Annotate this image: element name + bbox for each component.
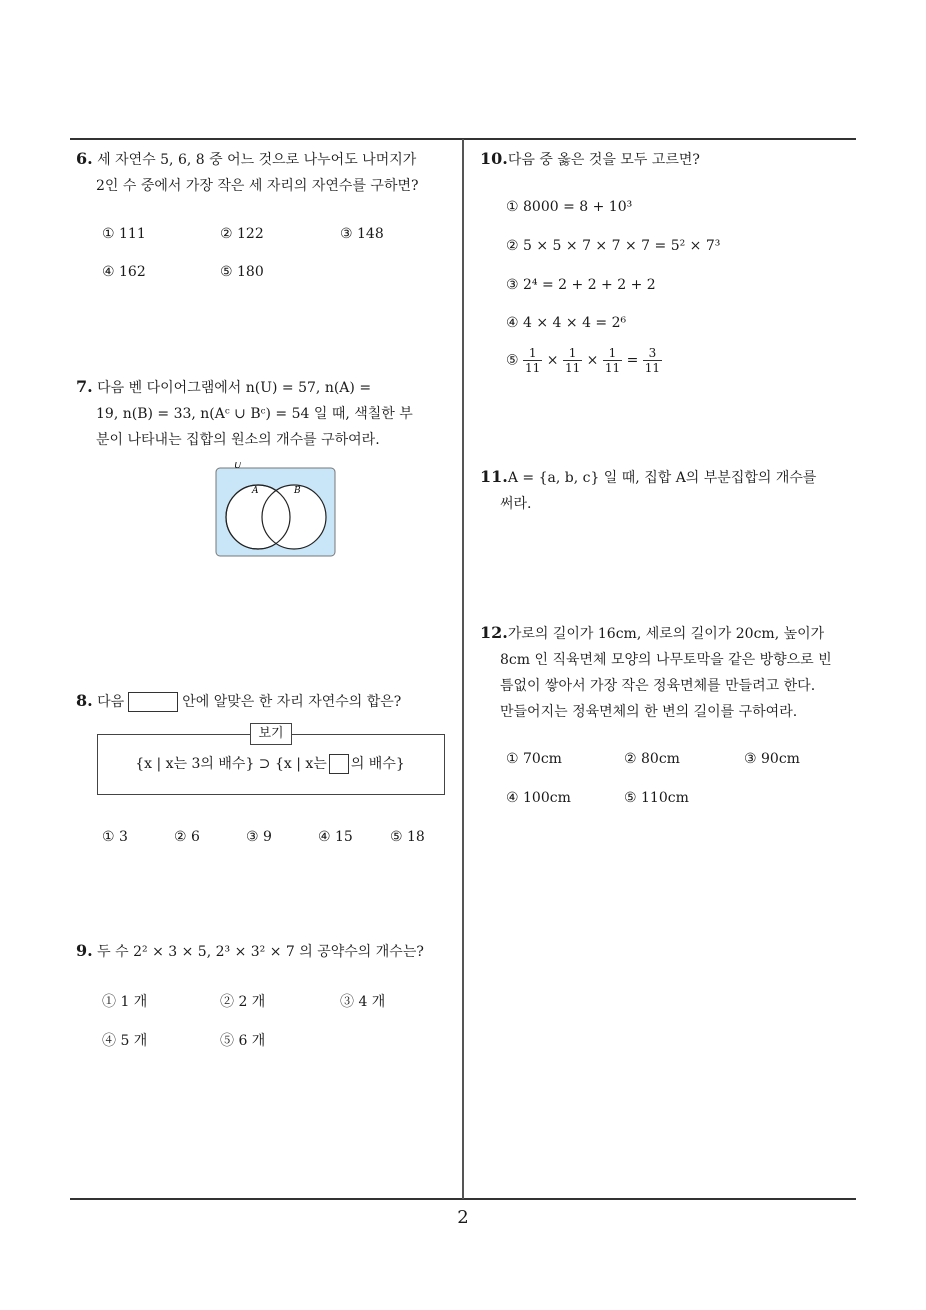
choice-2[interactable]: ② 6 [174, 829, 200, 845]
question-10 [480, 146, 860, 173]
column-divider [462, 139, 464, 1199]
question-6 [76, 146, 460, 199]
choice-2[interactable]: ② 2 개 [220, 994, 266, 1010]
choice-3[interactable]: ③ 90cm [744, 751, 800, 767]
question-number: 6. [76, 149, 93, 168]
example-box-title: 보기 [250, 723, 292, 745]
choice-4[interactable]: ④ 100cm [506, 790, 571, 806]
question-text: 틈없이 쌓아서 가장 작은 정육면체를 만들려고 한다. [500, 678, 816, 694]
question-text: 세 자연수 5, 6, 8 중 어느 것으로 나누어도 나머지가 [97, 152, 417, 168]
question-text: 안에 알맞은 한 자리 자연수의 합은? [182, 694, 402, 710]
choice-5[interactable]: ⑤ 110cm [624, 790, 689, 806]
example-text: 의 배수} [350, 756, 405, 772]
question-9 [76, 938, 460, 965]
fraction: $\frac{1}{11}$ [604, 346, 621, 375]
answer-blank [128, 692, 178, 712]
question-number: 8. [76, 691, 93, 710]
choice-1[interactable]: ① 70cm [506, 751, 562, 767]
question-text: 써라. [500, 496, 532, 512]
question-text: 19, n(B) = 33, n(Aᶜ ∪ Bᶜ) = 54 일 때, 색칠한 부 [96, 406, 413, 422]
question-text: A = {a, b, c} 일 때, 집합 A의 부분집합의 개수를 [507, 470, 817, 486]
question-number: 9. [76, 941, 93, 960]
question-text: 다음 [97, 694, 125, 710]
question-8 [76, 688, 460, 715]
inline-blank [329, 754, 349, 774]
choice-1[interactable]: ① 3 [102, 829, 128, 845]
question-7 [76, 374, 460, 453]
question-text: 8cm 인 직육면체 모양의 나무토막을 같은 방향으로 빈 [500, 652, 832, 668]
choice-2[interactable]: ② 122 [220, 226, 264, 242]
choice-5[interactable]: ⑤ 6 개 [220, 1033, 266, 1049]
choice-mark: ⑤ [506, 352, 519, 369]
question-12 [480, 620, 860, 725]
choice-4[interactable]: ④ 15 [318, 829, 353, 845]
choice-1[interactable]: ① 8000 = 8 + 10³ [506, 199, 633, 215]
choice-5[interactable]: ⑤ 18 [390, 829, 425, 845]
fraction: $\frac{3}{11}$ [644, 346, 661, 375]
fraction: $\frac{1}{11}$ [525, 346, 541, 375]
choice-4[interactable]: ④ 162 [102, 264, 146, 280]
choice-3[interactable]: ③ 9 [246, 829, 272, 845]
question-text: 두 수 2² × 3 × 5, 2³ × 3² × 7 의 공약수의 개수는? [97, 944, 424, 960]
choice-4[interactable]: ④ 4 × 4 × 4 = 2⁶ [506, 315, 627, 331]
choice-1[interactable]: ① 111 [102, 226, 146, 242]
venn-diagram [214, 462, 338, 560]
page-number: 2 [457, 1207, 469, 1228]
question-text: 가로의 길이가 16cm, 세로의 길이가 20cm, 높이가 [507, 626, 825, 642]
choice-3[interactable]: ③ 2⁴ = 2 + 2 + 2 + 2 [506, 277, 656, 293]
fraction: $\frac{1}{11}$ [564, 346, 581, 375]
choice-3[interactable]: ③ 148 [340, 226, 384, 242]
label-u: U [234, 462, 242, 471]
choice-2[interactable]: ② 5 × 5 × 7 × 7 × 7 = 5² × 7³ [506, 238, 721, 254]
question-text: 다음 벤 다이어그램에서 n(U) = 57, n(A) = [97, 380, 372, 396]
choice-2[interactable]: ② 80cm [624, 751, 680, 767]
choice-5[interactable]: ⑤ 180 [220, 264, 264, 280]
question-text: 분이 나타내는 집합의 원소의 개수를 구하여라. [96, 432, 380, 448]
question-text: 만들어지는 정육면체의 한 변의 길이를 구하여라. [500, 704, 798, 720]
example-text: {x | x는 3의 배수} ⊃ {x | x는 [135, 756, 327, 772]
question-number: 7. [76, 377, 93, 396]
question-number: 10. [480, 149, 508, 168]
choice-5[interactable]: ⑤ $\frac{1}{11}$ × $\frac{1}{11}$ × $\frac{1}{11}$ = $\frac{3}{11}$ [506, 346, 661, 375]
choice-1[interactable]: ① 1 개 [102, 994, 148, 1010]
label-a: A [252, 486, 259, 496]
question-text: 다음 중 옳은 것을 모두 고르면? [507, 152, 700, 168]
question-number: 12. [480, 623, 508, 642]
example-box-content [97, 752, 443, 776]
question-text: 2인 수 중에서 가장 작은 세 자리의 자연수를 구하면? [96, 178, 419, 194]
question-number: 11. [480, 467, 508, 486]
question-11 [480, 464, 860, 517]
label-b: B [294, 486, 301, 496]
choice-4[interactable]: ④ 5 개 [102, 1033, 148, 1049]
choice-3[interactable]: ③ 4 개 [340, 994, 386, 1010]
